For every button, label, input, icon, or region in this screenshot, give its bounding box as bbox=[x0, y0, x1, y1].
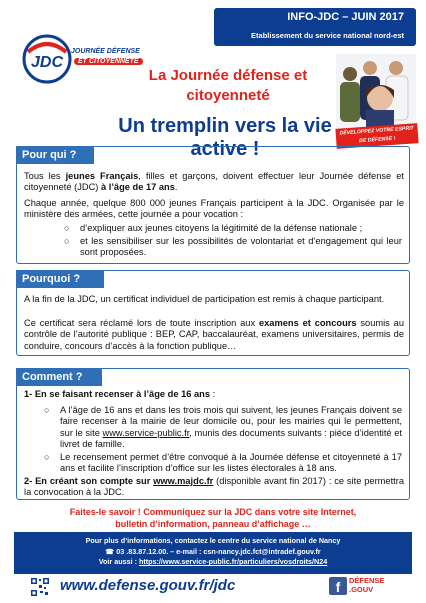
facebook-icon[interactable]: f bbox=[329, 577, 347, 595]
fb-line-2: .GOUV bbox=[349, 585, 374, 594]
bullet-text bbox=[60, 405, 402, 450]
issuer-label: Etablissement du service national nord-est bbox=[251, 31, 404, 40]
text-bold: jeunes Français bbox=[65, 171, 139, 181]
defense-site-link[interactable]: www.defense.gouv.fr/jdc bbox=[60, 577, 236, 594]
logo-tagline-1: JOURNÉE DÉFENSE bbox=[71, 48, 140, 55]
people-photo bbox=[336, 54, 416, 130]
caption-line-2: DE DÉFENSE ! bbox=[358, 135, 396, 145]
paragraph bbox=[24, 171, 404, 194]
step-heading bbox=[24, 476, 404, 499]
contact-line-2: ☎ 03 .83.87.12.00. – e-mail : csn-nancy.jdc.fct@intradef.gouv.fr bbox=[105, 546, 321, 556]
share-notice bbox=[30, 506, 396, 530]
text: A l’âge de 16 ans et dans les trois mois qui suivent, les jeunes Français doivent se faire recenser à la mairie de leur domicile ou, pour les mairies qui le permettent, sur le site bbox=[60, 405, 402, 438]
jdc-logo bbox=[22, 34, 72, 84]
service-public-vosdroits-link[interactable]: https://www.service-public.fr/particuliers/vosdroits/N24 bbox=[138, 557, 328, 566]
notice-line-1: Faites-le savoir ! Communiquez sur la JDC dans votre site Internet, bbox=[69, 507, 357, 517]
text-bold: 1- En se faisant recenser à l’âge de 16 ans bbox=[24, 389, 211, 399]
title-line-1b: citoyenneté bbox=[186, 87, 270, 104]
page-title-main: Un tremplin vers la vie active ! bbox=[118, 115, 332, 160]
contact-line-3 bbox=[30, 557, 396, 568]
header-banner bbox=[214, 8, 416, 46]
page-title-top bbox=[128, 66, 328, 106]
text: , filles et garçons, doivent effectuer leur Journée défense et citoyenneté (JDC) bbox=[24, 171, 404, 193]
facebook-label bbox=[349, 576, 384, 594]
text: Voir aussi : bbox=[98, 557, 139, 566]
fb-line-1: DÉFENSE bbox=[349, 576, 385, 585]
paragraph: Chaque année, quelque 800 000 jeunes Français participent à la JDC. Organisée par le ministère des armées, cette journée a pour vocation : bbox=[24, 198, 404, 220]
bullet-text: d’expliquer aux jeunes citoyens la légitimité de la défense nationale ; bbox=[80, 223, 363, 233]
section-heading: Pourquoi ? bbox=[16, 270, 104, 288]
service-public-link[interactable]: www.service-public.fr bbox=[102, 427, 190, 438]
bullet-icon: ○ bbox=[64, 236, 70, 246]
text: Tous les bbox=[24, 171, 66, 181]
bullet-icon: ○ bbox=[64, 223, 70, 233]
qr-code-icon bbox=[30, 577, 50, 597]
contact-line-1: Pour plus d’informations, contactez le centre du service national de Nancy bbox=[85, 536, 341, 545]
text: (disponible avant fin 2017) : ce site permettra la convocation à la JDC. bbox=[24, 476, 405, 498]
bullet-icon: ○ bbox=[44, 452, 50, 462]
logo-text: JDC bbox=[30, 54, 64, 71]
text-bold: 2- En créant son compte sur bbox=[24, 476, 154, 486]
text-bold: examens et concours bbox=[258, 318, 357, 328]
photo-caption bbox=[335, 123, 418, 149]
text: soumis au contrôle de l’autorité publique : BEP, CAP, baccalauréat, examens universitaires, permis de conduire, concours d’accès à la fonction publique… bbox=[24, 318, 404, 351]
text-bold: à l’âge de 17 ans bbox=[101, 182, 175, 193]
section-heading: Comment ? bbox=[16, 368, 102, 386]
text: . bbox=[174, 182, 178, 193]
issue-label: INFO-JDC – JUIN 2017 bbox=[287, 11, 404, 23]
text: : bbox=[210, 389, 216, 399]
bullet-text: et les sensibiliser sur les possibilités de volontariat et d’engagement qui leur sont proposées. bbox=[80, 236, 402, 258]
majdc-link[interactable]: www.majdc.fr bbox=[153, 476, 214, 486]
logo-tagline-2: ET CITOYENNETÉ bbox=[74, 58, 143, 65]
paragraph: A la fin de la JDC, un certificat individuel de participation est remis à chaque participant. bbox=[24, 294, 385, 304]
section-heading: Pour qui ? bbox=[16, 146, 94, 164]
bullet-icon: ○ bbox=[44, 405, 50, 415]
notice-line-2: bulletin d’information, panneau d’affichage … bbox=[115, 519, 311, 529]
text: , munis des documents suivants : pièce d’identité et livret de famille. bbox=[60, 427, 402, 449]
caption-line-1: DÉVELOPPEZ VOTRE ESPRIT bbox=[339, 125, 414, 137]
step-heading bbox=[24, 389, 404, 400]
paragraph bbox=[24, 318, 404, 352]
title-line-1a: La Journée défense et bbox=[148, 67, 308, 84]
contact-info bbox=[30, 536, 396, 568]
text: Ce certificat sera réclamé lors de toute inscription aux bbox=[24, 318, 259, 328]
bullet-text: Le recensement permet d’être convoqué à la Journée défense et citoyenneté à 17 ans et facilite l’inscription d’office sur les listes électorales à 18 ans. bbox=[60, 452, 402, 474]
